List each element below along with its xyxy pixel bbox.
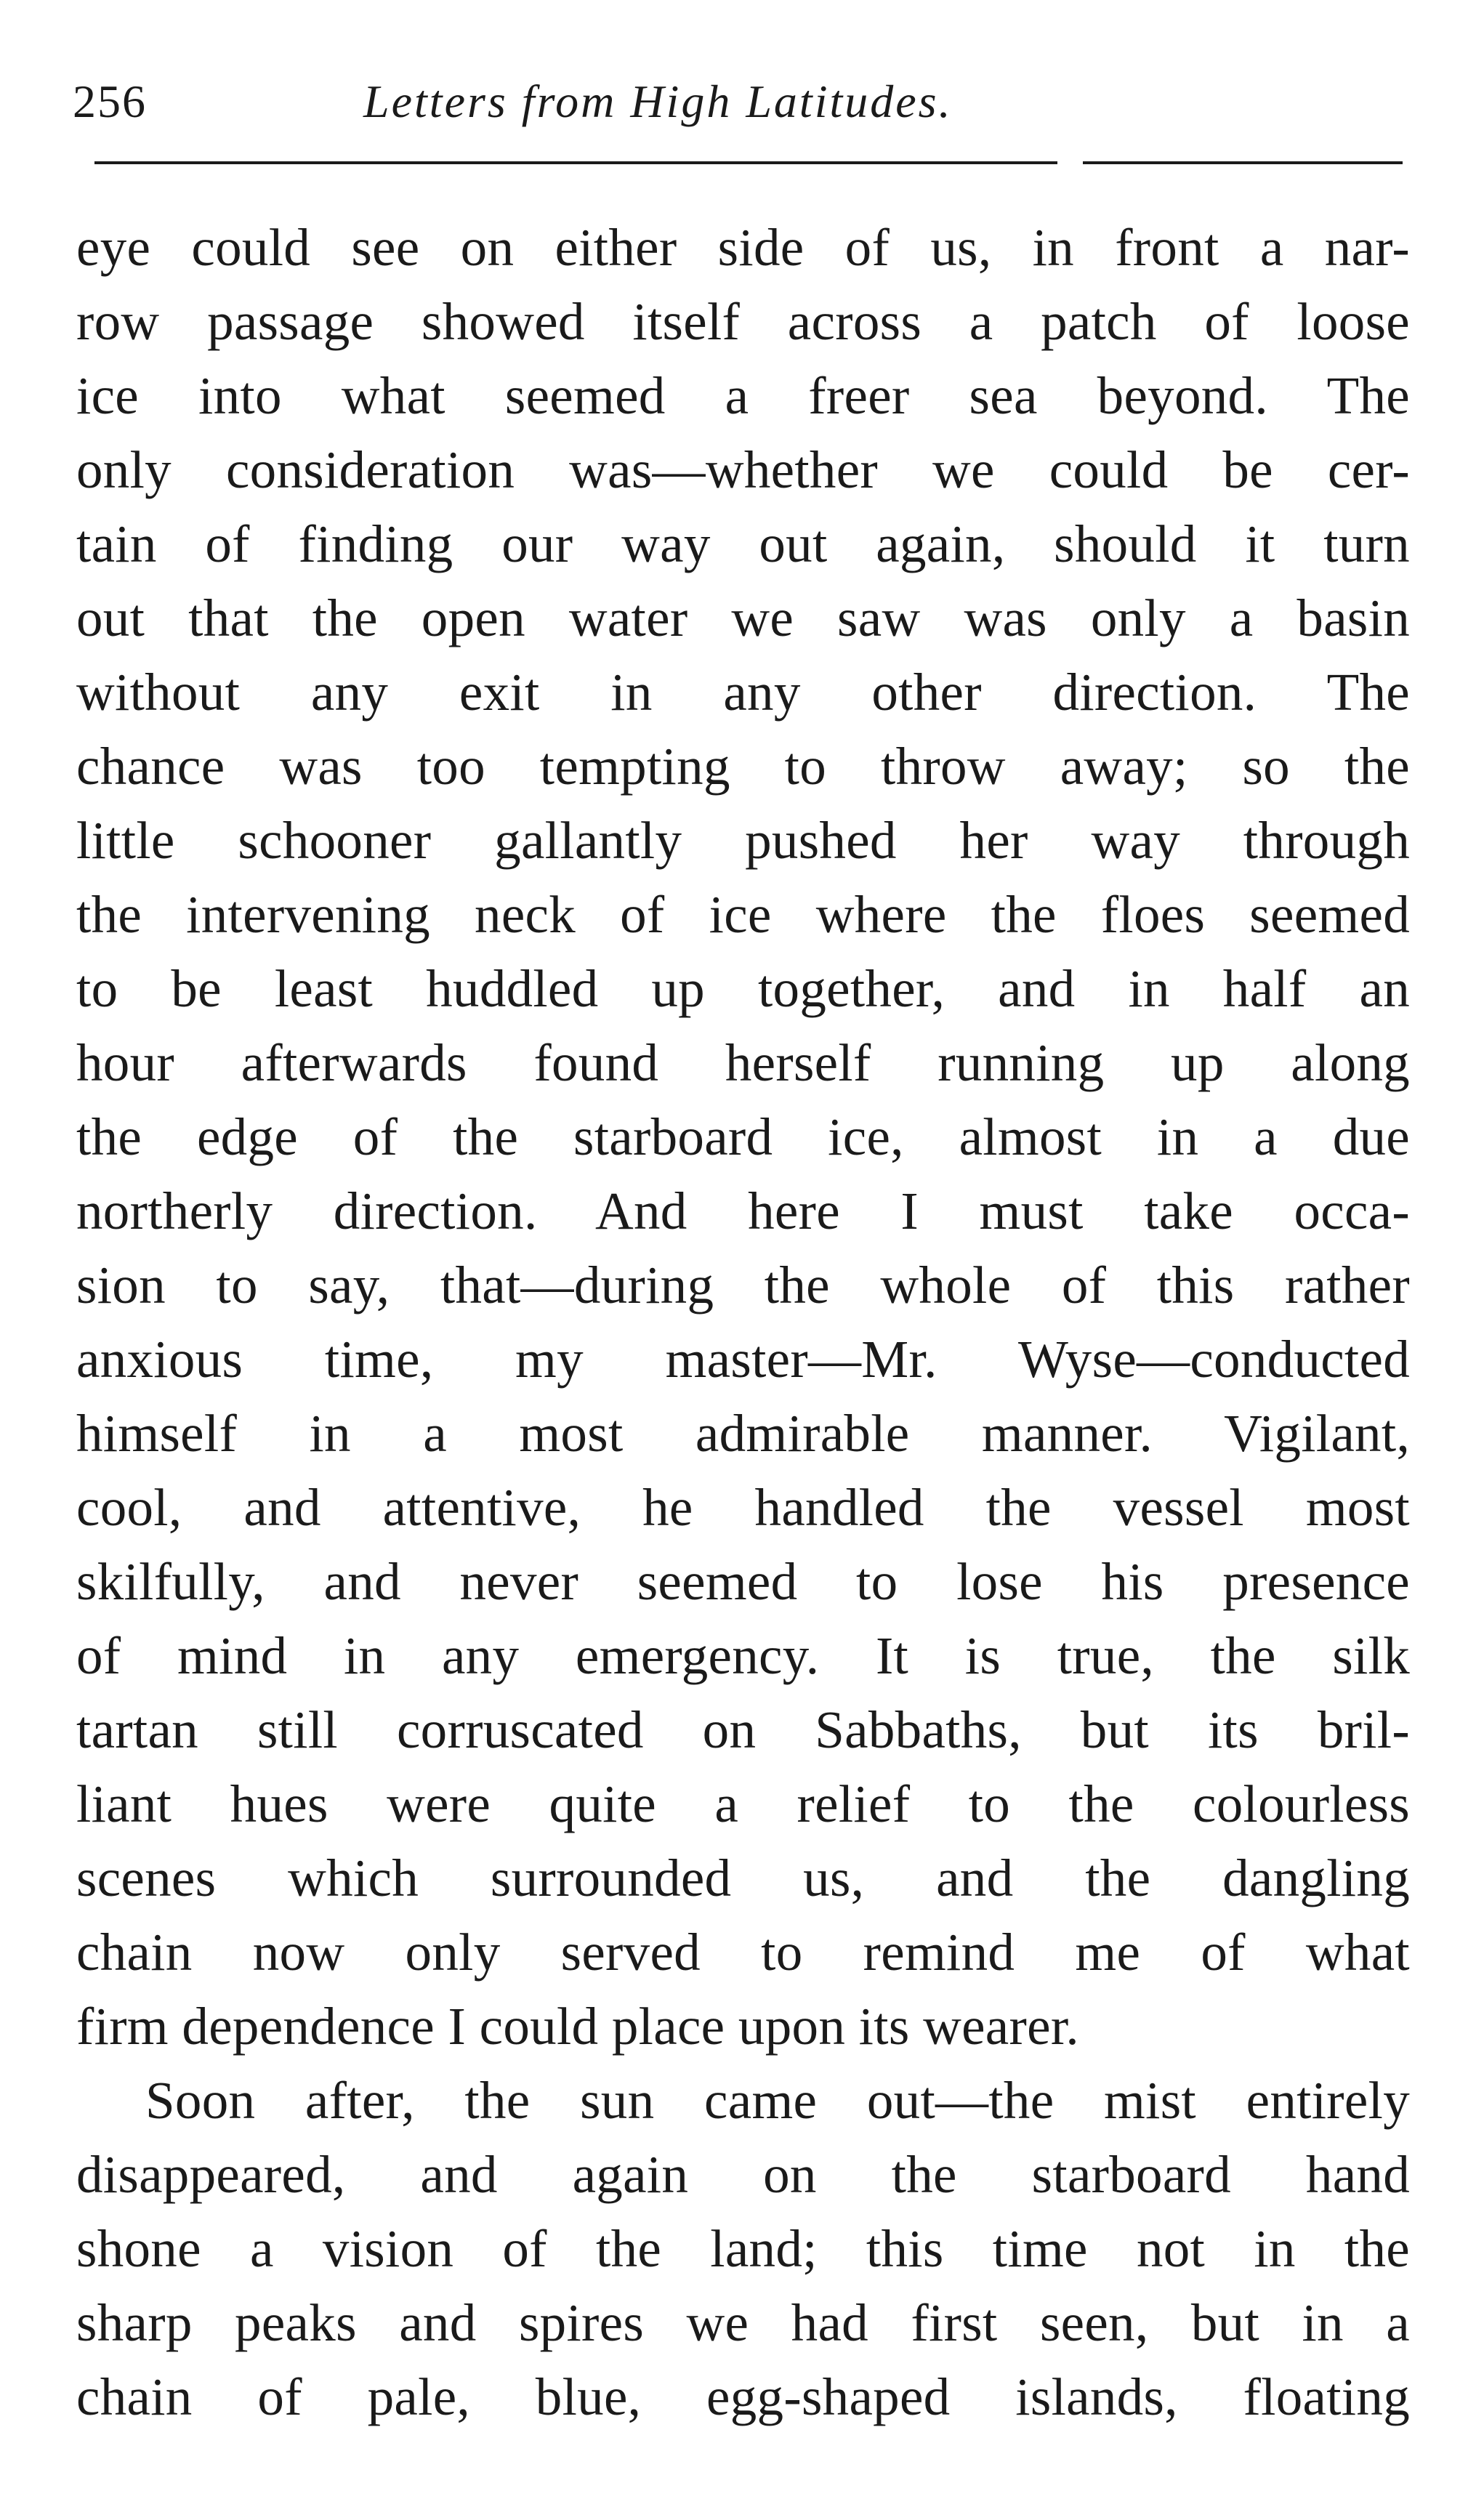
text-line: northerly direction. And here I must take occa- <box>76 1182 1410 1240</box>
text-line: liant hues were quite a relief to the colourless <box>76 1774 1410 1833</box>
text-line: anxious time, my master—Mr. Wyse—conducted <box>76 1330 1410 1389</box>
text-line: the intervening neck of ice where the floes seemed <box>76 885 1410 944</box>
text-line: eye could see on either side of us, in front a nar- <box>76 218 1410 277</box>
text-line: ice into what seemed a freer sea beyond. The <box>76 366 1410 425</box>
text-line: of mind in any emergency. It is true, the silk <box>76 1626 1410 1685</box>
text-line: Soon after, the sun came out—the mist entirely <box>145 2071 1410 2130</box>
text-line: chain now only served to remind me of what <box>76 1923 1410 1982</box>
text-line: out that the open water we saw was only a basin <box>76 589 1410 647</box>
text-line: disappeared, and again on the starboard hand <box>76 2145 1410 2204</box>
header-rule-left <box>94 161 1057 164</box>
text-line: cool, and attentive, he handled the vessel most <box>76 1478 1410 1537</box>
page-header <box>73 65 1403 138</box>
text-line: without any exit in any other direction. The <box>76 663 1410 722</box>
text-line: sion to say, that—during the whole of this rather <box>76 1256 1410 1314</box>
text-line: hour afterwards found herself running up along <box>76 1033 1410 1092</box>
header-rule-right <box>1083 161 1403 164</box>
text-line: tartan still corruscated on Sabbaths, but its bril- <box>76 1700 1410 1759</box>
text-line: firm dependence I could place upon its wearer. <box>76 1997 1079 2056</box>
text-line: skilfully, and never seemed to lose his presence <box>76 1552 1410 1611</box>
text-line: chance was too tempting to throw away; so the <box>76 737 1410 796</box>
body-text <box>76 211 1410 2434</box>
text-line: himself in a most admirable manner. Vigilant, <box>76 1404 1410 1463</box>
text-line: the edge of the starboard ice, almost in a due <box>76 1107 1410 1166</box>
text-line: little schooner gallantly pushed her way through <box>76 811 1410 870</box>
text-line: to be least huddled up together, and in half an <box>76 959 1410 1018</box>
text-line: chain of pale, blue, egg-shaped islands, floating <box>76 2367 1410 2426</box>
text-line: scenes which surrounded us, and the dangling <box>76 1849 1410 1907</box>
text-line: shone a vision of the land; this time not in the <box>76 2219 1410 2278</box>
page-number: 256 <box>73 76 147 127</box>
running-title: Letters from High Latitudes. <box>363 76 953 127</box>
text-line: row passage showed itself across a patch of loose <box>76 292 1410 351</box>
text-line: tain of finding our way out again, should it turn <box>76 514 1410 573</box>
text-line: sharp peaks and spires we had first seen, but in a <box>76 2293 1410 2352</box>
text-line: only consideration was—whether we could be cer- <box>76 440 1410 499</box>
